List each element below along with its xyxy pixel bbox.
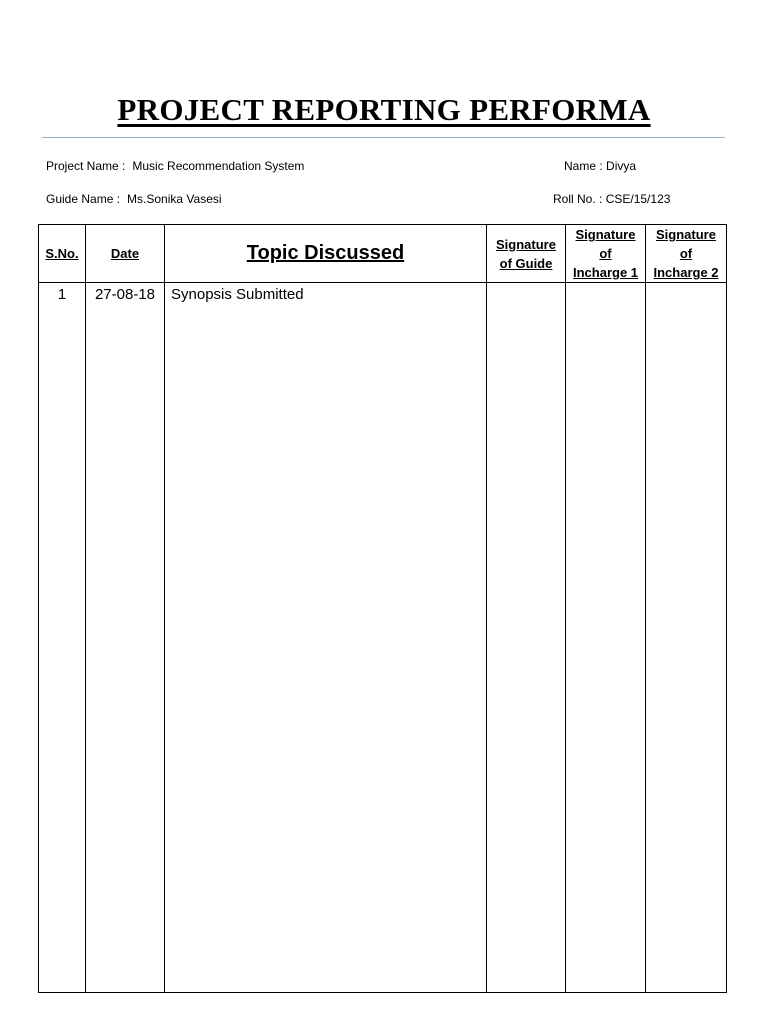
header-topic-discussed: Topic Discussed — [165, 225, 487, 283]
header-signature-guide: Signature of Guide — [487, 225, 566, 283]
table-header-row — [39, 225, 727, 283]
roll-number-value: CSE/15/123 — [605, 192, 671, 206]
student-name-value: Divya — [606, 159, 637, 173]
project-name-line — [46, 159, 304, 173]
cell-signature-incharge-1 — [566, 283, 646, 993]
header-sno: S.No. — [39, 225, 86, 283]
cell-date: 27-08-18 — [86, 283, 165, 993]
header-signature-incharge-2: Signature of Incharge 2 — [646, 225, 727, 283]
cell-signature-guide — [487, 283, 566, 993]
cell-topic: Synopsis Submitted — [165, 283, 487, 993]
guide-name-value: Ms.Sonika Vasesi — [127, 192, 222, 206]
cell-signature-incharge-2 — [646, 283, 727, 993]
title-divider — [42, 137, 725, 138]
roll-number-label: Roll No. : — [553, 192, 603, 206]
roll-number-line — [553, 192, 670, 206]
guide-name-label: Guide Name : — [46, 192, 121, 206]
student-name-line — [564, 159, 636, 173]
page-title: PROJECT REPORTING PERFORMA — [117, 92, 651, 127]
table-row — [39, 283, 727, 993]
header-date: Date — [86, 225, 165, 283]
project-name-label: Project Name : — [46, 159, 126, 173]
guide-name-line — [46, 192, 222, 206]
cell-sno: 1 — [39, 283, 86, 993]
header-signature-incharge-1: Signature of Incharge 1 — [566, 225, 646, 283]
student-name-label: Name : — [564, 159, 603, 173]
reporting-table — [38, 224, 727, 993]
project-name-value: Music Recommendation System — [132, 159, 305, 173]
